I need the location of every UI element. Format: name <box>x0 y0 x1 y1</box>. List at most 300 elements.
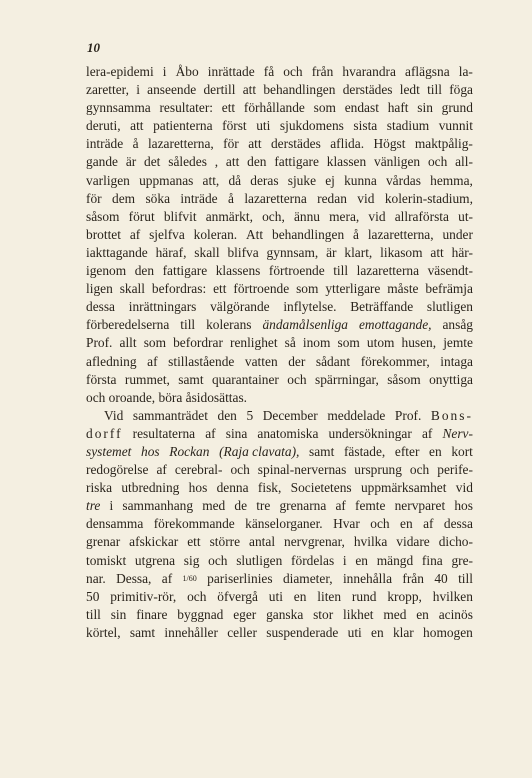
word: inflytelse. <box>283 299 337 315</box>
word: å <box>132 136 139 152</box>
word: grenar <box>86 534 121 550</box>
word: grenarna <box>279 498 327 514</box>
word: befordras: <box>151 281 207 297</box>
word: likhet <box>343 606 374 622</box>
word: att <box>248 136 262 152</box>
word: förtroende <box>268 263 325 279</box>
word: behandlingen <box>272 226 345 242</box>
word: en <box>400 516 413 532</box>
text-line <box>86 244 473 262</box>
word: sig <box>183 552 200 568</box>
word: som <box>313 100 336 116</box>
word: uppmanas <box>139 172 194 188</box>
text-line <box>86 389 473 407</box>
word: samt <box>309 443 335 459</box>
word: såsom <box>86 208 120 224</box>
word: quarantainer <box>211 371 279 387</box>
text-line <box>86 262 473 280</box>
word: att <box>130 118 144 134</box>
word: sista <box>353 118 378 134</box>
text-line <box>86 479 473 497</box>
word: klar <box>392 624 414 640</box>
word: aflida. <box>330 136 365 152</box>
word: 50 <box>86 588 100 604</box>
text-line <box>86 63 473 81</box>
word: en <box>429 443 442 459</box>
word: utom <box>366 335 395 351</box>
text-line <box>86 425 473 443</box>
word: sådant <box>315 353 351 369</box>
word: och, <box>262 208 285 224</box>
word: inrättade <box>207 64 255 79</box>
word: kunna <box>344 172 377 188</box>
word: Vid <box>104 407 124 423</box>
text-line <box>86 153 473 171</box>
word: spinal-nervernas <box>257 462 347 478</box>
word: denna <box>216 480 249 496</box>
word: till <box>427 82 442 98</box>
word: der <box>288 353 306 369</box>
word: slutligen <box>236 552 283 568</box>
word: är <box>326 244 337 260</box>
word: samt <box>129 624 156 640</box>
word: lazaretterna, <box>367 226 434 242</box>
word: att <box>225 154 240 170</box>
word: 1/60 <box>182 573 197 583</box>
word: deras <box>250 172 279 188</box>
word: ganska <box>266 606 304 622</box>
word: nar. <box>86 570 106 586</box>
word: uppmärksamhet <box>360 480 447 496</box>
word: antal <box>249 534 276 550</box>
text-line <box>86 461 473 479</box>
word: körtel, <box>86 624 121 640</box>
word: resultater: <box>159 100 214 116</box>
word: få <box>263 64 275 79</box>
word: 5 <box>246 407 254 423</box>
word: haft <box>387 100 409 116</box>
word: Bons- <box>430 407 473 423</box>
word: först <box>222 118 247 134</box>
word: afledning <box>86 353 137 369</box>
word: endast <box>344 100 379 116</box>
word: la- <box>458 64 473 79</box>
word: riska <box>86 480 113 496</box>
word: emottagande, <box>358 317 432 333</box>
word: i <box>162 64 167 79</box>
word: första <box>86 371 117 387</box>
text-line <box>86 570 473 588</box>
word: hos <box>141 443 160 459</box>
word: befrämja <box>425 281 473 297</box>
word: såsom <box>387 371 421 387</box>
word: lazaretterna, <box>147 136 214 152</box>
word: kropp, <box>387 588 422 604</box>
word: vunnit <box>438 118 473 134</box>
word: fördelas <box>291 552 335 568</box>
word: att <box>430 244 444 260</box>
word: redogörelse <box>86 462 149 478</box>
text-line <box>86 606 473 624</box>
word: ursprung <box>354 462 402 478</box>
word: det <box>144 154 161 170</box>
text-line <box>86 515 473 533</box>
word: spärrningar, <box>315 371 379 387</box>
word: att, <box>202 172 220 188</box>
word: de <box>234 498 248 514</box>
word: husen, <box>401 335 437 351</box>
word: med <box>383 606 407 622</box>
word: innehåller <box>164 624 218 640</box>
word: till <box>86 606 101 622</box>
word: med <box>202 498 226 514</box>
word: från <box>402 570 424 586</box>
word: dem <box>112 190 136 206</box>
text-line <box>86 334 473 352</box>
word: derstädes <box>270 136 321 152</box>
word: hemma, <box>430 172 473 188</box>
word: vid <box>368 208 386 224</box>
word: sjuke <box>287 172 317 188</box>
word: uti <box>347 624 362 640</box>
word: klart, <box>344 244 373 260</box>
word: att <box>242 82 257 98</box>
word: innehålla <box>342 570 393 586</box>
word: homogen <box>423 624 473 640</box>
word: celler <box>227 624 257 640</box>
word: tre <box>256 498 271 514</box>
word: lazaretterna <box>356 263 420 279</box>
word: uti <box>268 588 283 604</box>
text-line <box>86 588 473 606</box>
word: inträde <box>180 190 218 206</box>
text-line <box>86 298 473 316</box>
word: vid <box>455 480 473 496</box>
word: Högst <box>373 136 406 152</box>
word: densamma <box>86 516 144 532</box>
word: och oroande, böra åsidosättas. <box>86 389 248 405</box>
word: fisk, <box>257 480 282 496</box>
word: liten <box>317 588 342 604</box>
word: byggnad <box>177 606 224 622</box>
word: all- <box>455 154 473 170</box>
word: hos <box>454 498 473 514</box>
text-line <box>86 135 473 153</box>
word: gynnsam, <box>266 244 319 260</box>
word: meddelade <box>327 407 386 423</box>
word: klassens <box>215 263 261 279</box>
word: sina <box>225 425 248 441</box>
word: af <box>205 425 216 441</box>
word: känselorganer. <box>245 516 323 532</box>
word: stor <box>313 606 334 622</box>
word: ännu <box>293 208 320 224</box>
word: kolerin-stadium, <box>384 190 473 206</box>
word: aflägsna <box>405 64 450 79</box>
word: zaretter, <box>86 82 129 98</box>
word: öfvergå <box>217 588 258 604</box>
word: undersökningar <box>328 425 412 441</box>
word: vid <box>357 190 375 206</box>
word: intaga <box>440 353 473 369</box>
word: den <box>217 407 237 423</box>
word: till <box>333 263 349 279</box>
text-line <box>86 624 473 642</box>
word: sin <box>110 606 127 622</box>
word: finare <box>136 606 168 622</box>
word: Beträffande <box>350 299 414 315</box>
word: dessa <box>86 299 116 315</box>
word: fattigare <box>274 154 319 170</box>
word: af <box>421 425 433 441</box>
text-line <box>86 117 473 135</box>
word: å <box>353 226 359 242</box>
word: redan <box>317 190 347 206</box>
word: förberedelserna <box>86 317 170 333</box>
text-line <box>86 208 473 226</box>
text-line <box>86 81 473 99</box>
word: efter <box>394 443 420 459</box>
word: Rockan <box>169 443 210 459</box>
word: skall <box>119 281 145 297</box>
word: , <box>214 154 219 170</box>
word: primitiv-rör, <box>110 588 177 604</box>
word: af <box>147 353 158 369</box>
word: utgrena <box>134 552 176 568</box>
word: af <box>156 462 167 478</box>
word: en <box>293 588 307 604</box>
word: större <box>209 534 241 550</box>
word: ett <box>221 100 236 116</box>
word: klassen <box>326 154 367 170</box>
word: fästade, <box>343 443 386 459</box>
word: vänligen <box>374 154 421 170</box>
word: Att <box>246 226 264 242</box>
word: dicho- <box>438 534 473 550</box>
body-text <box>86 63 473 642</box>
word: (Raja clavata), <box>219 443 300 459</box>
word: till <box>458 570 473 586</box>
word: ej <box>325 172 335 188</box>
word: är <box>125 154 137 170</box>
word: ändamålsenliga <box>262 317 349 333</box>
word: ett <box>187 534 201 550</box>
word: Nerv- <box>442 425 473 441</box>
word: den <box>134 263 155 279</box>
text-line <box>86 99 473 117</box>
word: fattigare <box>162 263 208 279</box>
word: derstädes <box>342 82 393 98</box>
word: å <box>227 190 234 206</box>
page-number: 10 <box>87 40 100 55</box>
word: ut- <box>458 208 473 224</box>
word: af <box>161 570 173 586</box>
word: då <box>228 172 242 188</box>
word: så <box>284 335 296 351</box>
word: och <box>230 462 250 478</box>
word: stillastående <box>168 353 235 369</box>
word: förekommer, <box>360 353 430 369</box>
word: jemte <box>443 335 473 351</box>
word: grund <box>441 100 473 116</box>
word: slutligen <box>426 299 473 315</box>
word: och <box>208 552 228 568</box>
word: uti <box>256 118 271 134</box>
word: hos <box>188 480 208 496</box>
text-line <box>86 316 473 334</box>
word: femte <box>354 498 386 514</box>
word: anmärkt, <box>205 208 253 224</box>
word: inrättningars <box>128 299 197 315</box>
word: i <box>342 552 347 568</box>
text-line <box>86 552 473 570</box>
word: förut <box>128 208 155 224</box>
word: behandlingen <box>263 82 336 98</box>
word: för <box>86 190 102 206</box>
word: en <box>355 552 368 568</box>
word: och <box>427 154 448 170</box>
word: förekommande <box>153 516 235 532</box>
word: perife- <box>437 462 473 478</box>
text-line <box>86 280 473 298</box>
word: som <box>143 335 167 351</box>
word: kort <box>451 443 473 459</box>
word: fina <box>421 552 443 568</box>
word: hvarandra <box>342 64 396 79</box>
word: patienterna <box>153 118 213 134</box>
word: hvilka <box>353 534 388 550</box>
word: December <box>262 407 318 423</box>
text-line <box>86 497 473 515</box>
word: vatten <box>244 353 278 369</box>
word: föga <box>449 82 473 98</box>
word: gre- <box>451 552 473 568</box>
word: befordrar <box>173 335 223 351</box>
word: gande <box>86 154 118 170</box>
word: och <box>187 588 207 604</box>
text-line <box>86 533 473 551</box>
word: ledt <box>399 82 420 98</box>
word: stadium <box>386 118 430 134</box>
word: deruti, <box>86 118 121 134</box>
word: och <box>370 516 390 532</box>
text-line <box>86 407 473 425</box>
word: häraf, <box>155 244 187 260</box>
word: eger <box>233 606 257 622</box>
word: rummet, <box>124 371 170 387</box>
word: sammanträdet <box>132 407 208 423</box>
word: här- <box>451 244 473 260</box>
word: sammanhang <box>122 498 194 514</box>
word: afskickar <box>129 534 179 550</box>
word: för <box>223 136 239 152</box>
word: allraförsta <box>394 208 449 224</box>
word: ytterligare <box>325 281 381 297</box>
word: välgörande <box>210 299 270 315</box>
word: sin <box>417 100 433 116</box>
text-line <box>86 172 473 190</box>
word: likasom <box>380 244 423 260</box>
word: Prof. <box>394 407 422 423</box>
word: söka <box>145 190 171 206</box>
word: inom <box>302 335 331 351</box>
word: en <box>371 624 384 640</box>
word: suspenderade <box>266 624 339 640</box>
word: i <box>109 498 114 514</box>
word: Dessa, <box>116 570 152 586</box>
word: som <box>296 281 319 297</box>
word: nervgrenar, <box>284 534 345 550</box>
word: hvilken <box>432 588 473 604</box>
word: måste <box>387 281 419 297</box>
word: 40 <box>434 570 448 586</box>
word: diameter, <box>282 570 333 586</box>
word: igenom <box>86 263 127 279</box>
word: under <box>442 226 473 242</box>
word: maktpålig- <box>414 136 473 152</box>
word: cerebral- <box>174 462 223 478</box>
word: samt <box>178 371 204 387</box>
word: Åbo <box>175 64 199 79</box>
word: lazaretterna <box>244 190 307 206</box>
word: förtroende <box>233 281 290 297</box>
word: och <box>283 64 303 79</box>
word: kolerans <box>206 317 252 333</box>
word: sjelfva <box>149 226 185 242</box>
word: som <box>337 335 360 351</box>
text-line <box>86 226 473 244</box>
word: koleran. <box>193 226 238 242</box>
word: vidare <box>396 534 430 550</box>
word: ansåg <box>442 317 473 333</box>
word: pariserlinies <box>207 570 273 586</box>
word: tre <box>86 498 101 514</box>
word: utbredning <box>121 480 180 496</box>
word: dessa <box>443 516 473 532</box>
word: blifvit <box>163 208 197 224</box>
word: blifva <box>227 244 259 260</box>
word: skall <box>194 244 220 260</box>
text-line <box>86 443 473 461</box>
word: renlighet <box>229 335 278 351</box>
word: ett <box>213 281 227 297</box>
word: inträde <box>86 136 124 152</box>
word: i <box>136 82 140 98</box>
word: anatomiska <box>257 425 319 441</box>
word: anseende <box>147 82 197 98</box>
word: onyttiga <box>429 371 473 387</box>
word: och <box>287 371 307 387</box>
word: till <box>180 317 196 333</box>
word: rund <box>351 588 377 604</box>
word: Societetens <box>290 480 352 496</box>
text-line <box>86 190 473 208</box>
word: acinös <box>438 606 473 622</box>
word: af <box>423 516 434 532</box>
word: resultaterna <box>132 425 196 441</box>
word: varligen <box>86 172 130 188</box>
word: lera-epidemi <box>86 64 154 79</box>
word: Prof. <box>86 335 113 351</box>
word: en <box>416 606 429 622</box>
word: tomiskt <box>86 552 127 568</box>
word: dertill <box>203 82 236 98</box>
word: den <box>247 154 267 170</box>
word: systemet <box>86 443 132 459</box>
word: från <box>311 64 334 79</box>
text-line <box>86 353 473 371</box>
word: ligen <box>86 281 113 297</box>
